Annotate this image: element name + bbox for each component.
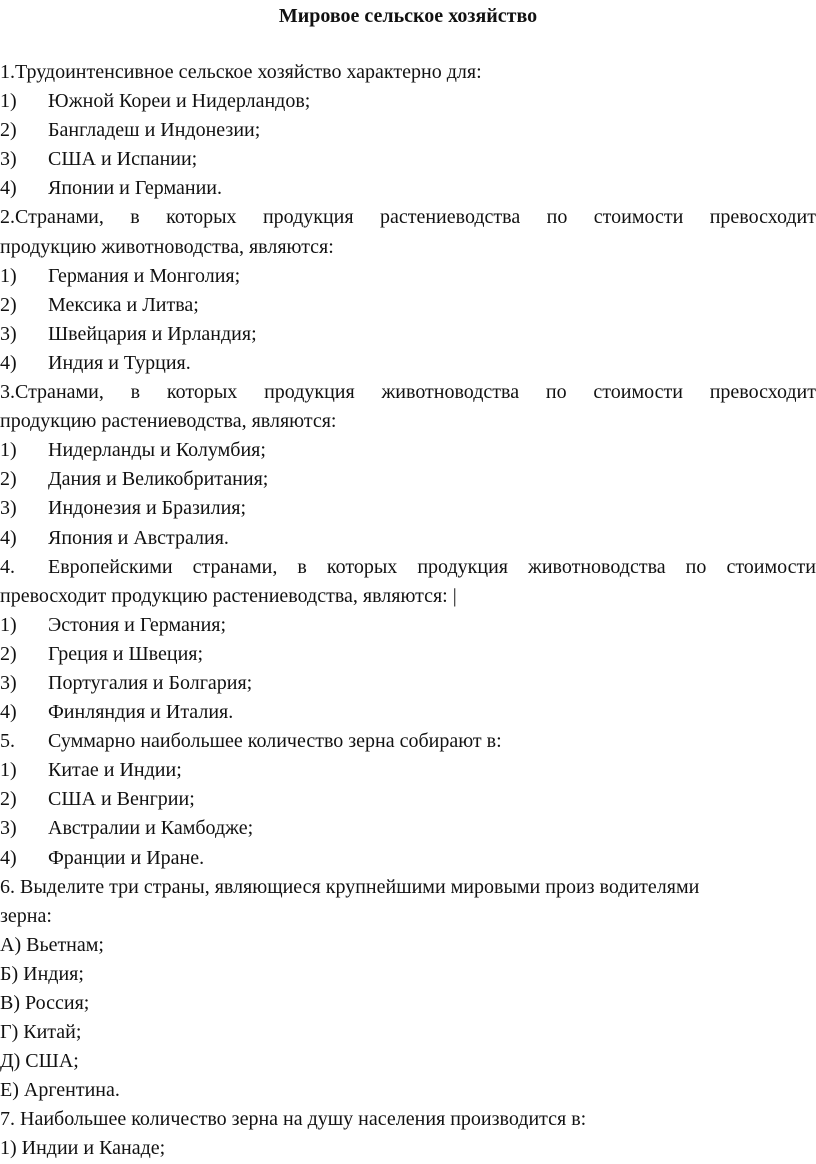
option-text: Мексика и Литва; xyxy=(48,293,199,316)
question-4-text-cont: превосходит продукцию растениеводства, являются: | xyxy=(0,584,457,607)
question-text: Европейскими странами, в которых продукция животноводства по стоимости xyxy=(48,555,816,578)
question-6-text: 6. Выделите три страны, являющиеся крупнейшими мировыми произ водителями xyxy=(0,875,700,898)
question-4-text xyxy=(0,553,816,582)
option-text: Швейцария и Ирландия; xyxy=(48,322,257,345)
option-text: Нидерланды и Колумбия; xyxy=(48,439,266,462)
option-text: США и Венгрии; xyxy=(48,788,195,811)
option-text: Дания и Великобритания; xyxy=(48,468,269,491)
option-number: 4) xyxy=(0,526,17,549)
option-number: 2) xyxy=(0,468,17,491)
q1-option-1 xyxy=(0,87,816,116)
option-text: Япония и Австралия. xyxy=(48,526,229,549)
option-number: 4) xyxy=(0,177,17,200)
q6-option-a: А) Вьетнам; xyxy=(0,933,104,956)
q4-option-3 xyxy=(0,669,816,698)
option-number: 4) xyxy=(0,701,17,724)
option-number: 3) xyxy=(0,148,17,171)
q4-option-1 xyxy=(0,611,816,640)
option-text: Южной Кореи и Нидерландов; xyxy=(48,90,311,113)
question-number: 5. xyxy=(0,730,15,753)
q1-option-2 xyxy=(0,116,816,145)
q2-option-4 xyxy=(0,349,816,378)
option-number: 4) xyxy=(0,846,17,869)
option-number: 1) xyxy=(0,759,17,782)
question-3-text-cont: продукцию растениеводства, являются: xyxy=(0,410,337,433)
question-2-text-cont: продукцию животноводства, являются: xyxy=(0,235,334,258)
q6-option-d: Д) США; xyxy=(0,1050,79,1073)
option-text: Австралии и Камбодже; xyxy=(48,817,254,840)
option-number: 1) xyxy=(0,90,17,113)
option-number: 3) xyxy=(0,322,17,345)
document-title: Мировое сельское хозяйство xyxy=(278,5,538,27)
option-text: Китае и Индии; xyxy=(48,759,182,782)
q7-option-1: 1) Индии и Канаде; xyxy=(0,1137,166,1160)
q6-option-v: В) Россия; xyxy=(0,992,90,1014)
q1-option-3 xyxy=(0,145,816,174)
q6-option-b: Б) Индия; xyxy=(0,962,84,985)
q6-option-e: Е) Аргентина. xyxy=(0,1079,120,1102)
option-text: Бангладеш и Индонезии; xyxy=(48,119,261,142)
option-number: 2) xyxy=(0,788,17,811)
option-text: Японии и Германии. xyxy=(48,177,222,200)
question-2-text: 2.Странами, в которых продукция растениеводства по стоимости превосходит xyxy=(0,206,816,229)
option-number: 3) xyxy=(0,671,17,694)
q3-option-2 xyxy=(0,465,816,494)
option-number: 1) xyxy=(0,439,17,462)
q3-option-1 xyxy=(0,436,816,465)
q5-option-4 xyxy=(0,844,816,873)
q6-option-g: Г) Китай; xyxy=(0,1021,82,1044)
q2-option-1 xyxy=(0,262,816,291)
option-text: Португалия и Болгария; xyxy=(48,671,253,694)
option-text: Эстония и Германия; xyxy=(48,613,227,636)
option-text: США и Испании; xyxy=(48,148,198,171)
q2-option-3 xyxy=(0,320,816,349)
q3-option-4 xyxy=(0,524,816,553)
q2-option-2 xyxy=(0,291,816,320)
question-text: Суммарно наибольшее количество зерна собирают в: xyxy=(48,730,502,753)
option-number: 3) xyxy=(0,817,17,840)
question-6-text-cont: зерна: xyxy=(0,904,52,927)
option-number: 2) xyxy=(0,293,17,316)
q5-option-3 xyxy=(0,814,816,843)
question-5-text xyxy=(0,727,816,756)
option-number: 4) xyxy=(0,351,17,374)
option-text: Индия и Турция. xyxy=(48,351,191,374)
question-7-text: 7. Наибольшее количество зерна на душу населения производится в: xyxy=(0,1108,587,1131)
q4-option-4 xyxy=(0,698,816,727)
option-text: Греция и Швеция; xyxy=(48,642,204,665)
option-number: 2) xyxy=(0,119,17,142)
option-number: 1) xyxy=(0,613,17,636)
question-1-text: 1.Трудоинтенсивное сельское хозяйство характерно для: xyxy=(0,61,482,83)
option-text: Франции и Иране. xyxy=(48,846,205,869)
option-number: 3) xyxy=(0,497,17,520)
q3-option-3 xyxy=(0,494,816,523)
option-text: Германия и Монголия; xyxy=(48,264,241,287)
q5-option-1 xyxy=(0,756,816,785)
option-text: Финляндия и Италия. xyxy=(48,701,234,724)
option-number: 1) xyxy=(0,264,17,287)
option-text: Индонезия и Бразилия; xyxy=(48,497,247,520)
q4-option-2 xyxy=(0,640,816,669)
q5-option-2 xyxy=(0,785,816,814)
question-3-text: 3.Странами, в которых продукция животноводства по стоимости превосходит xyxy=(0,381,816,404)
document-body xyxy=(0,58,816,1164)
option-number: 2) xyxy=(0,642,17,665)
question-number: 4. xyxy=(0,555,15,578)
q1-option-4 xyxy=(0,174,816,203)
